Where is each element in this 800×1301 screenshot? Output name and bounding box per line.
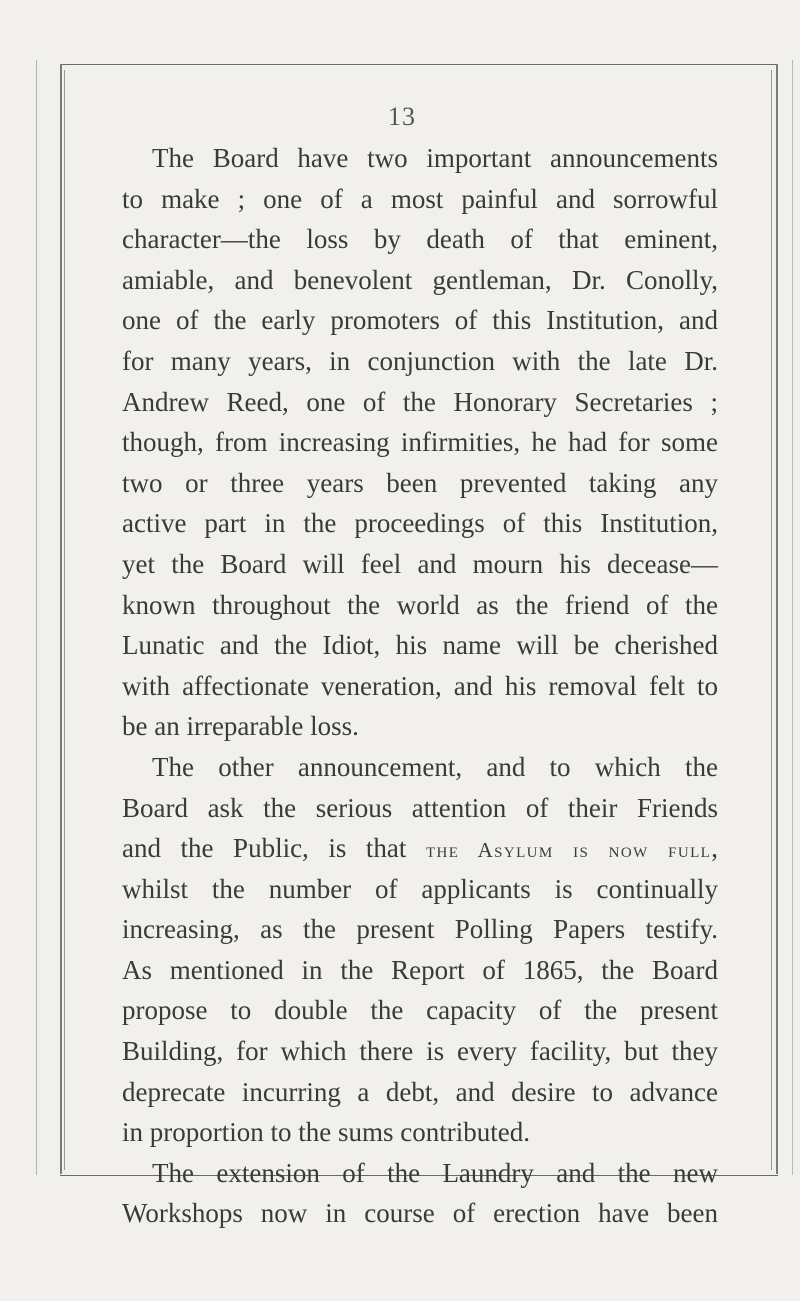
text-line: Workshops now in course of erection have been — [122, 1198, 718, 1229]
text-line: The other announcement, and to which the — [152, 751, 718, 782]
text-line: amiable, and benevolent gentleman, Dr. Conolly, — [122, 264, 718, 295]
text-line: The Board have two important announcements — [152, 143, 718, 173]
text-line: yet the Board will feel and mourn his decease— — [122, 548, 718, 579]
text-line: be an irreparable loss. — [122, 711, 359, 742]
smallcaps-phrase: the Asylum is now full — [425, 838, 712, 863]
text-line: whilst the number of applicants is continually — [122, 873, 718, 904]
text-line: Andrew Reed, one of the Honorary Secretaries ; — [122, 386, 718, 417]
text-line: one of the early promoters of this Institution, and — [122, 305, 718, 336]
text-line: Lunatic and the Idiot, his name will be cherished — [122, 630, 718, 661]
text-line: in proportion to the sums contributed. — [122, 1117, 530, 1148]
text-line: propose to double the capacity of the present — [122, 995, 718, 1026]
text-line: Board ask the serious attention of their Friends — [122, 792, 718, 823]
text-line: to make ; one of a most painful and sorrowful — [122, 183, 718, 214]
page-number: 13 — [388, 102, 416, 131]
page-edge-right — [792, 60, 793, 1175]
text-line: known throughout the world as the friend of the — [122, 589, 718, 620]
body-text — [122, 138, 718, 1234]
text-line: active part in the proceedings of this Institution, — [122, 508, 718, 539]
page-edge-left — [36, 60, 37, 1175]
text-line: for many years, in conjunction with the late Dr. — [122, 345, 718, 376]
border-right-inner — [771, 70, 772, 1170]
line-part: , — [711, 833, 718, 864]
text-line-smallcaps — [122, 828, 718, 869]
text-line: two or three years been prevented taking any — [122, 467, 718, 498]
border-left-outer — [60, 64, 62, 1174]
line-part: and the Public, is that — [122, 833, 426, 864]
text-line: The extension of the Laundry and the new — [152, 1157, 718, 1188]
border-left-inner — [64, 70, 65, 1170]
text-line: deprecate incurring a debt, and desire to advance — [122, 1076, 718, 1107]
text-line: with affectionate veneration, and his removal felt to — [122, 670, 718, 701]
border-right-outer — [776, 64, 778, 1174]
text-line: increasing, as the present Polling Papers testify. — [122, 914, 718, 945]
text-line: As mentioned in the Report of 1865, the Board — [122, 954, 718, 985]
text-line: though, from increasing infirmities, he had for some — [122, 427, 718, 458]
text-line: character—the loss by death of that eminent, — [122, 224, 718, 255]
text-line: Building, for which there is every facility, but they — [122, 1036, 718, 1067]
